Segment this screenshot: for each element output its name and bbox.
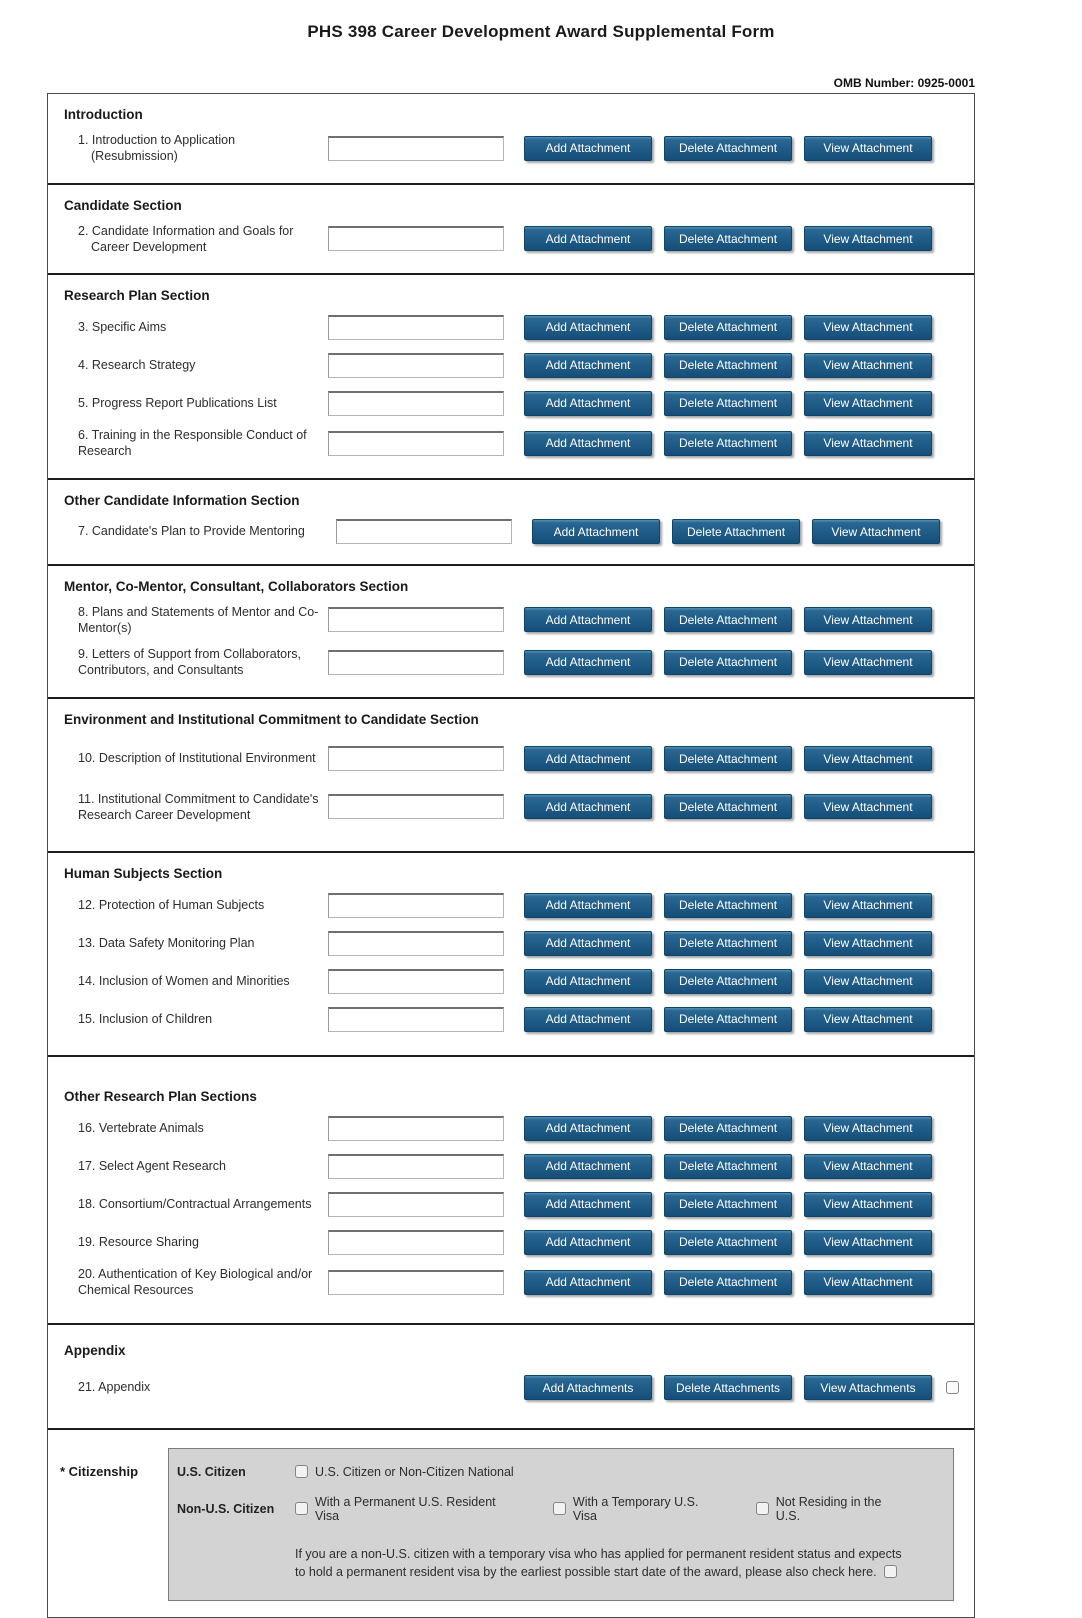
add-attachment-button[interactable]: Add Attachment xyxy=(524,1116,652,1141)
delete-attachment-button[interactable]: Delete Attachment xyxy=(664,931,792,956)
attachment-filename-input[interactable] xyxy=(336,519,512,544)
form-container xyxy=(47,93,975,1618)
section-human-subjects xyxy=(48,851,974,1055)
us-citizen-option[interactable] xyxy=(295,1465,514,1479)
citizenship-note-line-2 xyxy=(295,1563,939,1582)
section-research-plan xyxy=(48,273,974,478)
attachment-buttons xyxy=(524,353,932,378)
view-attachment-button[interactable]: View Attachment xyxy=(804,746,932,771)
item-label-line: Research Career Development xyxy=(78,807,251,822)
delete-attachment-button[interactable]: Delete Attachment xyxy=(664,794,792,819)
attachment-buttons xyxy=(524,746,932,771)
item-label-line: (Resubmission) xyxy=(91,149,178,164)
view-attachment-button[interactable]: View Attachment xyxy=(804,226,932,251)
applied-permanent-resident-checkbox[interactable] xyxy=(884,1565,897,1578)
form-row xyxy=(78,518,974,546)
add-attachment-button[interactable]: Add Attachment xyxy=(524,431,652,456)
attachment-filename-input[interactable] xyxy=(328,1116,504,1141)
attachment-buttons xyxy=(532,519,940,544)
add-attachment-button[interactable]: Add Attachment xyxy=(524,353,652,378)
attachment-buttons xyxy=(524,1154,932,1179)
us-citizen-row xyxy=(177,1465,939,1479)
item-label xyxy=(78,604,328,637)
view-attachment-button[interactable]: View Attachment xyxy=(804,1116,932,1141)
form-row xyxy=(78,132,974,165)
not-residing-checkbox[interactable] xyxy=(756,1502,769,1515)
delete-attachment-button[interactable]: Delete Attachment xyxy=(664,226,792,251)
item-label-line: Career Development xyxy=(91,239,207,254)
not-residing-option[interactable] xyxy=(756,1495,909,1523)
item-label-line: 20. Authentication of Key Biological and/or xyxy=(78,1267,313,1281)
attachment-buttons xyxy=(524,794,932,819)
add-attachment-button[interactable]: Add Attachments xyxy=(524,1375,652,1400)
item-label-line: 9. Letters of Support from Collaborators, xyxy=(78,647,302,661)
item-label-line: Chemical Resources xyxy=(78,1283,194,1298)
attachment-buttons xyxy=(524,226,932,251)
item-label xyxy=(78,1234,328,1250)
item-label xyxy=(78,427,328,460)
section-mentor-co-mentor xyxy=(48,564,974,697)
citizenship-note-text: to hold a permanent resident visa by the earliest possible start date of the award, please also check here. xyxy=(295,1565,877,1580)
view-attachment-button[interactable]: View Attachment xyxy=(804,1007,932,1032)
item-label xyxy=(78,1266,328,1299)
view-attachment-button[interactable]: View Attachment xyxy=(804,353,932,378)
attachment-filename-input[interactable] xyxy=(328,226,504,251)
add-attachment-button[interactable]: Add Attachment xyxy=(524,1154,652,1179)
item-label-line: 4. Research Strategy xyxy=(78,357,196,372)
delete-attachment-button[interactable]: Delete Attachment xyxy=(664,353,792,378)
permanent-resident-visa-checkbox[interactable] xyxy=(295,1502,308,1515)
omb-number: OMB Number: 0925-0001 xyxy=(833,76,975,90)
delete-attachment-button[interactable]: Delete Attachment xyxy=(664,391,792,416)
add-attachment-button[interactable]: Add Attachment xyxy=(532,519,660,544)
attachment-filename-input[interactable] xyxy=(328,353,504,378)
temporary-visa-option[interactable] xyxy=(553,1495,726,1523)
form-row xyxy=(78,891,974,919)
attachment-buttons xyxy=(524,136,932,161)
attachment-buttons xyxy=(524,1116,932,1141)
citizenship-box xyxy=(168,1448,954,1602)
section-header-human-subjects: Human Subjects Section xyxy=(64,866,223,881)
item-label xyxy=(78,1120,328,1136)
attachment-filename-input[interactable] xyxy=(328,607,504,632)
section-header-mentor-co-mentor: Mentor, Co-Mentor, Consultant, Collaborators Section xyxy=(64,578,409,594)
attachment-filename-input[interactable] xyxy=(328,893,504,918)
item-label xyxy=(78,357,328,373)
section-other-candidate-information xyxy=(48,478,974,564)
view-attachment-button[interactable]: View Attachment xyxy=(804,391,932,416)
attachment-filename-input[interactable] xyxy=(328,315,504,340)
delete-attachment-button[interactable]: Delete Attachment xyxy=(664,1230,792,1255)
item-label xyxy=(78,791,328,824)
form-row xyxy=(78,1228,974,1256)
appendix-checkbox[interactable] xyxy=(946,1381,959,1394)
form-row xyxy=(78,745,974,773)
attachment-buttons xyxy=(524,1192,932,1217)
item-label-line: 17. Select Agent Research xyxy=(78,1158,227,1173)
item-label xyxy=(78,395,328,411)
delete-attachment-button[interactable]: Delete Attachment xyxy=(664,746,792,771)
item-label-line: 15. Inclusion of Children xyxy=(78,1011,213,1026)
attachment-filename-input[interactable] xyxy=(328,650,504,675)
form-row xyxy=(78,967,974,995)
attachment-buttons xyxy=(524,650,932,675)
delete-attachment-button[interactable]: Delete Attachment xyxy=(664,1270,792,1295)
section-appendix xyxy=(48,1323,974,1428)
attachment-filename-input[interactable] xyxy=(328,391,504,416)
form-row xyxy=(78,1190,974,1218)
view-attachment-button[interactable]: View Attachments xyxy=(804,1375,932,1400)
not-residing-label: Not Residing in the U.S. xyxy=(775,1494,882,1523)
form-row xyxy=(78,351,974,379)
attachment-buttons xyxy=(524,1230,932,1255)
attachment-filename-input[interactable] xyxy=(328,1230,504,1255)
attachment-filename-input[interactable] xyxy=(328,1154,504,1179)
item-label-line: 1. Introduction to Application xyxy=(78,133,236,147)
temporary-visa-label: With a Temporary U.S. Visa xyxy=(572,1494,699,1523)
form-row xyxy=(78,929,974,957)
delete-attachment-button[interactable]: Delete Attachments xyxy=(664,1375,792,1400)
item-label-line: 14. Inclusion of Women and Minorities xyxy=(78,973,290,988)
temporary-visa-checkbox[interactable] xyxy=(553,1502,566,1515)
attachment-filename-input[interactable] xyxy=(328,136,504,161)
item-label xyxy=(78,223,328,256)
non-us-citizen-group-label: Non-U.S. Citizen xyxy=(177,1501,275,1516)
delete-attachment-button[interactable]: Delete Attachment xyxy=(664,650,792,675)
item-label-line: 13. Data Safety Monitoring Plan xyxy=(78,935,255,950)
item-label xyxy=(78,973,328,989)
item-label xyxy=(78,897,328,913)
attachment-buttons xyxy=(524,607,932,632)
view-attachment-button[interactable]: View Attachment xyxy=(804,969,932,994)
add-attachment-button[interactable]: Add Attachment xyxy=(524,931,652,956)
section-header-candidate: Candidate Section xyxy=(64,197,182,213)
view-attachment-button[interactable]: View Attachment xyxy=(804,650,932,675)
add-attachment-button[interactable]: Add Attachment xyxy=(524,315,652,340)
item-label-line: 16. Vertebrate Animals xyxy=(78,1120,204,1135)
item-label xyxy=(78,1011,328,1027)
us-citizen-group-label: U.S. Citizen xyxy=(177,1464,246,1479)
attachment-filename-input[interactable] xyxy=(328,1270,504,1295)
item-label xyxy=(78,523,328,539)
view-attachment-button[interactable]: View Attachment xyxy=(804,931,932,956)
delete-attachment-button[interactable]: Delete Attachment xyxy=(664,431,792,456)
delete-attachment-button[interactable]: Delete Attachment xyxy=(672,519,800,544)
attachment-filename-input[interactable] xyxy=(328,969,504,994)
add-attachment-button[interactable]: Add Attachment xyxy=(524,136,652,161)
form-row xyxy=(78,1005,974,1033)
view-attachment-button[interactable]: View Attachment xyxy=(804,136,932,161)
add-attachment-button[interactable]: Add Attachment xyxy=(524,607,652,632)
form-row xyxy=(78,1152,974,1180)
item-label-line: 5. Progress Report Publications List xyxy=(78,395,277,410)
delete-attachment-button[interactable]: Delete Attachment xyxy=(664,607,792,632)
citizenship-note xyxy=(295,1545,939,1583)
delete-attachment-button[interactable]: Delete Attachment xyxy=(664,969,792,994)
form-row xyxy=(78,313,974,341)
item-label xyxy=(78,646,328,679)
attachment-buttons xyxy=(524,1007,932,1032)
form-row xyxy=(78,223,974,256)
add-attachment-button[interactable]: Add Attachment xyxy=(524,1007,652,1032)
attachment-buttons xyxy=(524,969,932,994)
form-row xyxy=(78,1266,974,1299)
section-candidate xyxy=(48,183,974,274)
add-attachment-button[interactable]: Add Attachment xyxy=(524,226,652,251)
item-label-line: 2. Candidate Information and Goals for xyxy=(78,223,294,238)
delete-attachment-button[interactable]: Delete Attachment xyxy=(664,1007,792,1032)
delete-attachment-button[interactable]: Delete Attachment xyxy=(664,1154,792,1179)
attachment-filename-input[interactable] xyxy=(328,931,504,956)
item-label xyxy=(78,1158,328,1174)
attachment-filename-input[interactable] xyxy=(328,746,504,771)
delete-attachment-button[interactable]: Delete Attachment xyxy=(664,1192,792,1217)
section-environment-institutional-commitment xyxy=(48,697,974,852)
item-label-line: 6. Training in the Responsible Conduct of xyxy=(78,428,307,442)
attachment-buttons xyxy=(524,1375,932,1400)
delete-attachment-button[interactable]: Delete Attachment xyxy=(664,893,792,918)
form-row xyxy=(78,1114,974,1142)
item-label-line: 3. Specific Aims xyxy=(78,319,167,334)
page-title: PHS 398 Career Development Award Supplemental Form xyxy=(307,22,775,41)
us-citizen-checkbox[interactable] xyxy=(295,1465,308,1478)
form-sections xyxy=(48,94,974,1428)
add-attachment-button[interactable]: Add Attachment xyxy=(524,1270,652,1295)
item-label-line: 21. Appendix xyxy=(78,1380,151,1395)
section-header-other-candidate-information: Other Candidate Information Section xyxy=(64,492,300,508)
form-row xyxy=(78,427,974,460)
view-attachment-button[interactable]: View Attachment xyxy=(804,794,932,819)
citizenship-note-line: If you are a non-U.S. citizen with a temporary visa who has applied for permanent resident status and expects xyxy=(295,1546,902,1561)
section-header-research-plan: Research Plan Section xyxy=(64,288,210,303)
add-attachment-button[interactable]: Add Attachment xyxy=(524,893,652,918)
item-label-line: Mentor(s) xyxy=(78,620,132,635)
view-attachment-button[interactable]: View Attachment xyxy=(804,1270,932,1295)
item-label-line: 8. Plans and Statements of Mentor and Co- xyxy=(78,604,319,619)
view-attachment-button[interactable]: View Attachment xyxy=(804,607,932,632)
section-citizenship xyxy=(48,1428,974,1618)
add-attachment-button[interactable]: Add Attachment xyxy=(524,969,652,994)
us-citizen-option-label: U.S. Citizen or Non-Citizen National xyxy=(315,1464,514,1479)
section-introduction xyxy=(48,94,974,183)
add-attachment-button[interactable]: Add Attachment xyxy=(524,1192,652,1217)
add-attachment-button[interactable]: Add Attachment xyxy=(524,391,652,416)
delete-attachment-button[interactable]: Delete Attachment xyxy=(664,1116,792,1141)
view-attachment-button[interactable]: View Attachment xyxy=(804,315,932,340)
attachment-filename-input[interactable] xyxy=(328,1007,504,1032)
view-attachment-button[interactable]: View Attachment xyxy=(804,431,932,456)
item-label-line: Research xyxy=(78,444,132,459)
attachment-filename-input[interactable] xyxy=(328,1192,504,1217)
add-attachment-button[interactable]: Add Attachment xyxy=(524,794,652,819)
view-attachment-button[interactable]: View Attachment xyxy=(804,1230,932,1255)
item-label xyxy=(78,1379,328,1395)
item-label xyxy=(78,935,328,951)
section-header-other-research-plan: Other Research Plan Sections xyxy=(64,1089,257,1104)
section-other-research-plan xyxy=(48,1055,974,1323)
form-row xyxy=(78,646,974,679)
add-attachment-button[interactable]: Add Attachment xyxy=(524,1230,652,1255)
item-label-line: Contributors, and Consultants xyxy=(78,663,244,678)
section-header-appendix: Appendix xyxy=(64,1342,126,1358)
add-attachment-button[interactable]: Add Attachment xyxy=(524,746,652,771)
view-attachment-button[interactable]: View Attachment xyxy=(804,1154,932,1179)
item-label-line: 12. Protection of Human Subjects xyxy=(78,897,265,912)
attachment-filename-input[interactable] xyxy=(328,794,504,819)
item-label-line: 18. Consortium/Contractual Arrangements xyxy=(78,1196,312,1211)
item-label-line: 7. Candidate's Plan to Provide Mentoring xyxy=(78,524,305,539)
form-row xyxy=(78,604,974,637)
section-header-environment-institutional-commitment: Environment and Institutional Commitment to Candidate Section xyxy=(64,711,479,727)
delete-attachment-button[interactable]: Delete Attachment xyxy=(664,315,792,340)
attachment-filename-input[interactable] xyxy=(328,431,504,456)
item-label-line: 11. Institutional Commitment to Candidate's xyxy=(78,791,319,806)
add-attachment-button[interactable]: Add Attachment xyxy=(524,650,652,675)
form-row xyxy=(78,389,974,417)
attachment-buttons xyxy=(524,893,932,918)
attachment-buttons xyxy=(524,431,932,456)
item-label xyxy=(78,750,328,766)
attachment-buttons xyxy=(524,315,932,340)
field-spacer xyxy=(328,1387,524,1388)
attachment-buttons xyxy=(524,1270,932,1295)
item-label xyxy=(78,132,328,165)
item-label-line: 19. Resource Sharing xyxy=(78,1234,199,1249)
form-row xyxy=(78,791,974,824)
view-attachment-button[interactable]: View Attachment xyxy=(804,1192,932,1217)
form-row xyxy=(78,1374,974,1402)
section-header-introduction: Introduction xyxy=(64,107,143,122)
permanent-resident-visa-label: With a Permanent U.S. Resident Visa xyxy=(315,1494,496,1523)
item-label-line: 10. Description of Institutional Environment xyxy=(78,751,316,766)
non-us-citizen-row xyxy=(177,1495,939,1523)
delete-attachment-button[interactable]: Delete Attachment xyxy=(664,136,792,161)
attachment-buttons xyxy=(524,931,932,956)
item-label xyxy=(78,1196,328,1212)
item-label xyxy=(78,319,328,335)
citizenship-label: * Citizenship xyxy=(60,1463,139,1479)
attachment-buttons xyxy=(524,391,932,416)
view-attachment-button[interactable]: View Attachment xyxy=(804,893,932,918)
permanent-resident-visa-option[interactable] xyxy=(295,1495,523,1523)
view-attachment-button[interactable]: View Attachment xyxy=(812,519,940,544)
